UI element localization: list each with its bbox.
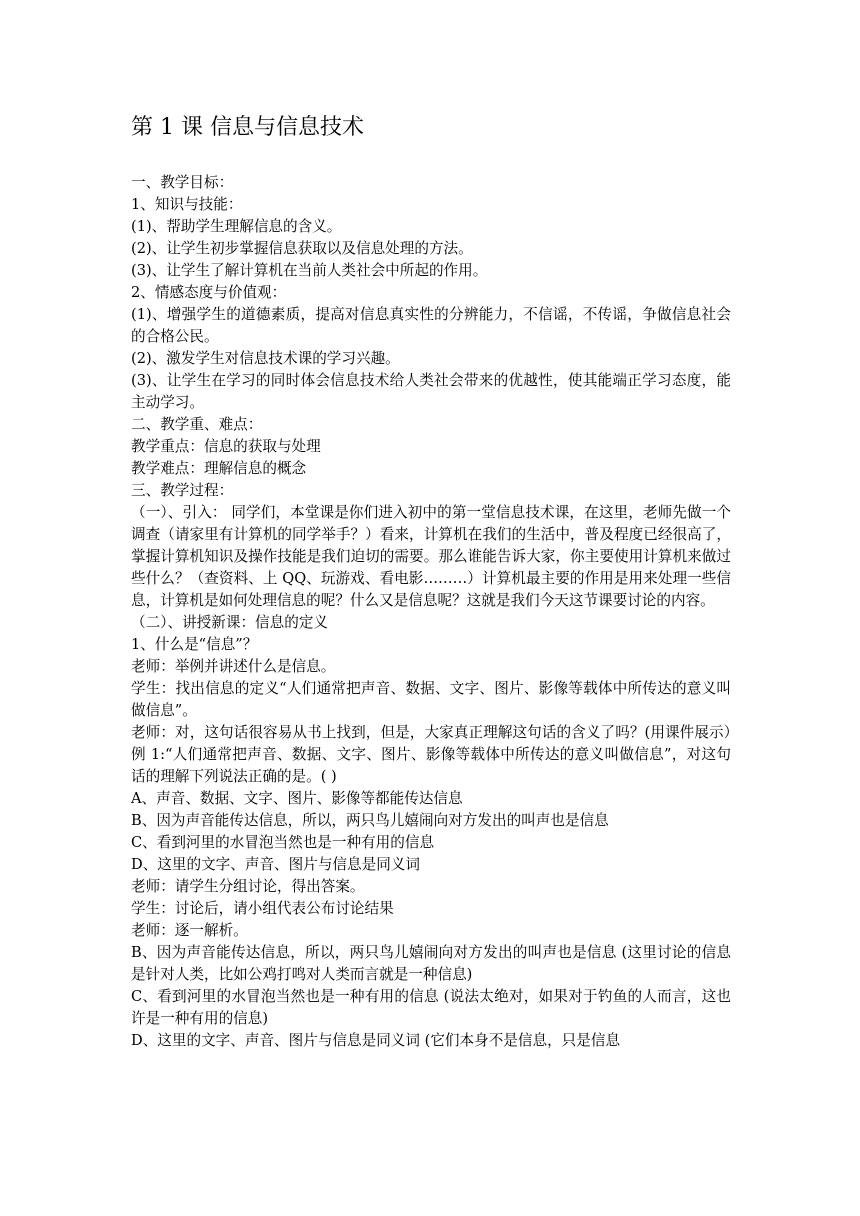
list-item: (3)、让学生在学习的同时体会信息技术给人类社会带来的优越性，使其能端正学习态度，能主动学习。 xyxy=(131,372,731,411)
dialogue-line: 老师：举例并讲述什么是信息。 xyxy=(131,658,336,675)
intro-paragraph: （一）、引入： 同学们，本堂课是你们进入初中的第一堂信息技术课，在这里，老师先做一个调查（请家里有计算机的同学举手？）看来，计算机在我们的生活中，普及程度已经很高了，掌握计算机知识及操作技能是我们迫切的需要。那么谁能告诉大家，你主要使用计算机来做过些什么？（查资料、上 QQ、玩游戏、看电影………）计算机最主要的作用是用来处理一些信息，计算机是如何处理信息的呢？什么又是信息呢？这就是我们今天这节课要讨论的内容。 xyxy=(131,504,731,609)
question-heading: 1、什么是“信息”？ xyxy=(131,636,258,653)
difficult-point: 教学难点：理解信息的概念 xyxy=(131,460,307,477)
subsection-heading-attitude: 2、情感态度与价值观： xyxy=(131,284,287,301)
answer-option: D、这里的文字、声音、图片与信息是同义词 xyxy=(131,856,420,873)
section-heading-key-points: 二、教学重、难点： xyxy=(131,416,263,433)
list-item: (2)、让学生初步掌握信息获取以及信息处理的方法。 xyxy=(131,240,473,257)
analysis-item: B、因为声音能传达信息，所以，两只鸟儿嬉闹向对方发出的叫声也是信息 (这里讨论的信息是针对人类，比如公鸡打鸣对人类而言就是一种信息) xyxy=(131,944,731,983)
section-heading-process: 三、教学过程： xyxy=(131,482,234,499)
analysis-item: D、这里的文字、声音、图片与信息是同义词 (它们本身不是信息，只是信息 xyxy=(131,1032,621,1049)
section-heading-objectives: 一、教学目标： xyxy=(131,174,234,191)
dialogue-line: 老师：对，这句话很容易从书上找到，但是，大家真正理解这句话的含义了吗？(用课件展示）例 1:“人们通常把声音、数据、文字、图片、影像等载体中所传达的意义叫做信息”，对这句话的理解下列说法正确的是。( ) xyxy=(131,724,731,785)
answer-option: B、因为声音能传达信息，所以，两只鸟儿嬉闹向对方发出的叫声也是信息 xyxy=(131,812,609,829)
analysis-item: C、看到河里的水冒泡当然也是一种有用的信息 (说法太绝对，如果对于钓鱼的人而言，这也许是一种有用的信息) xyxy=(131,988,731,1027)
subsection-heading-new-lesson: （二）、讲授新课：信息的定义 xyxy=(131,614,329,631)
dialogue-line: 老师：请学生分组讨论，得出答案。 xyxy=(131,878,365,895)
list-item: (1)、增强学生的道德素质，提高对信息真实性的分辨能力，不信谣，不传谣，争做信息社会的合格公民。 xyxy=(131,306,731,345)
list-item: (1)、帮助学生理解信息的含义。 xyxy=(131,218,342,235)
dialogue-line: 学生：找出信息的定义“人们通常把声音、数据、文字、图片、影像等载体中所传达的意义叫做信息”。 xyxy=(131,680,731,719)
key-point: 教学重点：信息的获取与处理 xyxy=(131,438,321,455)
document-body xyxy=(131,172,731,1052)
answer-option: A、声音、数据、文字、图片、影像等都能传达信息 xyxy=(131,790,463,807)
list-item: (3)、让学生了解计算机在当前人类社会中所起的作用。 xyxy=(131,262,488,279)
answer-option: C、看到河里的水冒泡当然也是一种有用的信息 xyxy=(131,834,435,851)
list-item: (2)、激发学生对信息技术课的学习兴趣。 xyxy=(131,350,400,367)
lesson-title: 第 1 课 信息与信息技术 xyxy=(131,115,364,140)
dialogue-line: 学生：讨论后，请小组代表公布讨论结果 xyxy=(131,900,394,917)
dialogue-line: 老师：逐一解析。 xyxy=(131,922,248,939)
subsection-heading-knowledge: 1、知识与技能： xyxy=(131,196,243,213)
